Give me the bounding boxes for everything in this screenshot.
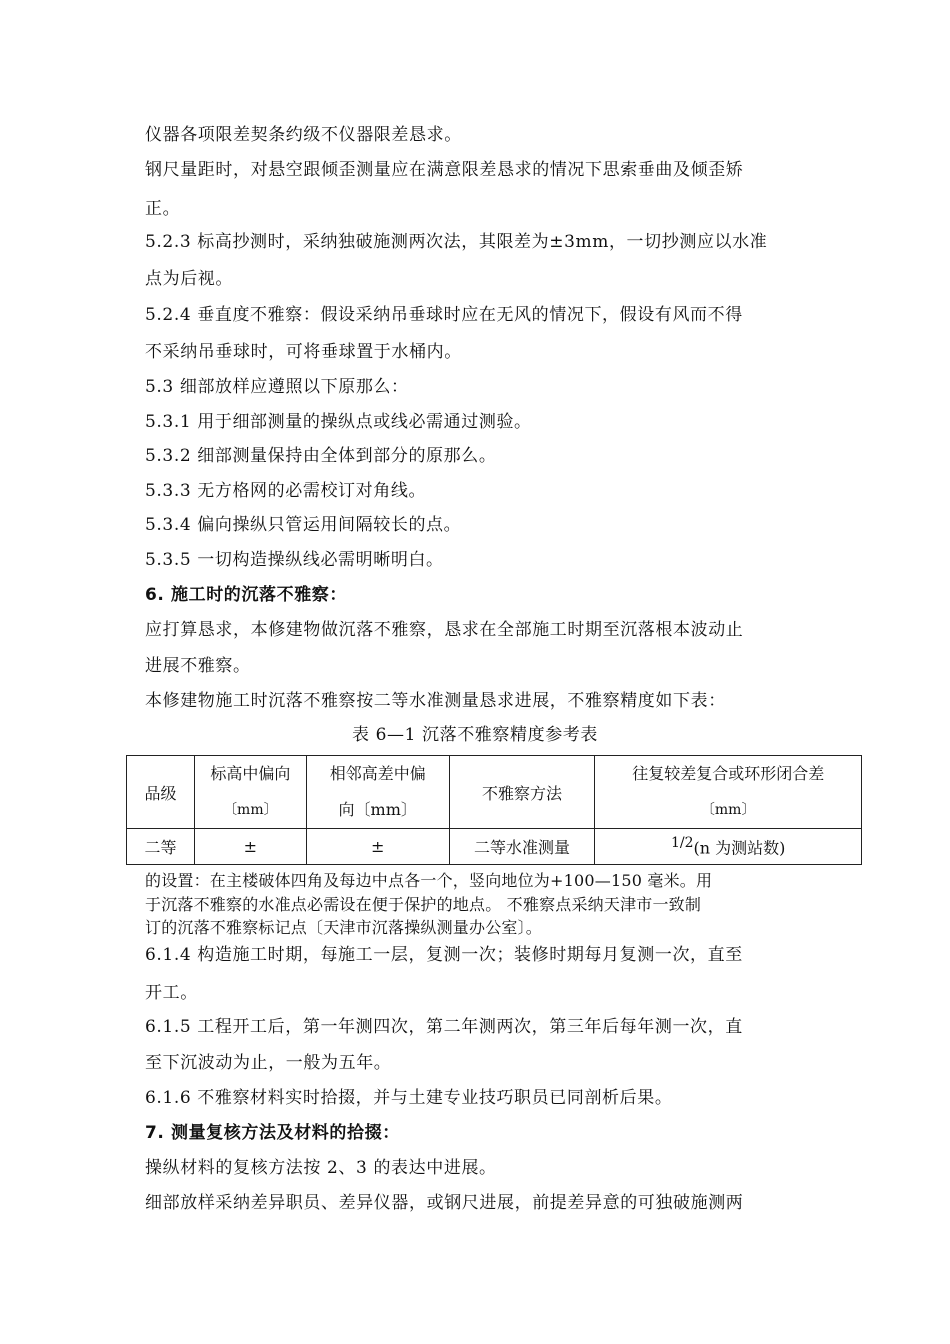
paragraph-line: 5.2.3 标高抄测时，采纳独破施测两次法，其限差为±3mm，一切抄测应以水准: [145, 232, 768, 252]
cell-grade: 二等: [127, 829, 195, 865]
paragraph-line: 5.2.4 垂直度不雅察：假设采纳吊垂球时应在无风的情况下，假设有风而不得: [145, 305, 743, 325]
cell-elevation-error: ±: [194, 829, 306, 865]
cell-method: 二等水准测量: [449, 829, 595, 865]
paragraph-line: 5.3.1 用于细部测量的操纵点或线必需通过测验。: [145, 412, 532, 432]
paragraph-line: 5.3.2 细部测量保持由全体到部分的原那么。: [145, 446, 497, 466]
paragraph-line: 本修建物施工时沉落不雅察按二等水准测量恳求进展，不雅察精度如下表：: [145, 691, 726, 711]
paragraph-line: 于沉落不雅察的水准点必需设在便于保护的地点。 不雅察点采纳天津市一致制: [145, 895, 702, 914]
precision-table: [126, 755, 862, 865]
paragraph-line: 6.1.4 构造施工时期，每施工一层，复测一次；装修时期每月复测一次，直至: [145, 945, 743, 965]
header-elevation-error: 标高中偏向 〔mm〕: [194, 756, 306, 829]
cell-closure-error: $^{1/2}$(n 为测站数): [595, 829, 862, 865]
table-caption: 表 6—1 沉落不雅察精度参考表: [351, 725, 599, 745]
paragraph-line: 订的沉落不雅察标记点〔天津市沉落操纵测量办公室〕。: [145, 918, 543, 937]
paragraph-line: 5.3.4 偏向操纵只管运用间隔较长的点。: [145, 515, 462, 535]
paragraph-line: 5.3.3 无方格网的必需校订对角线。: [145, 481, 427, 501]
header-adjacent-height-error: 相邻高差中偏 向〔mm〕: [306, 756, 449, 829]
paragraph-line: 进展不雅察。: [145, 656, 251, 676]
table-header-row: [127, 756, 862, 829]
header-method: 不雅察方法: [449, 756, 595, 829]
paragraph-line: 仪器各项限差契条约级不仪器限差恳求。: [145, 125, 462, 145]
section-heading: 7. 测量复核方法及材料的拾掇：: [145, 1123, 400, 1143]
header-closure-error: 往复较差复合或环形闭合差 〔mm〕: [595, 756, 862, 829]
paragraph-line: 应打算恳求，本修建物做沉落不雅察，恳求在全部施工时期至沉落根本波动止: [145, 620, 744, 640]
paragraph-line: 钢尺量距时，对悬空跟倾歪测量应在满意限差恳求的情况下思索垂曲及倾歪矫: [145, 160, 744, 180]
paragraph-line: 5.3 细部放样应遵照以下原那么：: [145, 377, 409, 397]
paragraph-line: 点为后视。: [145, 269, 233, 289]
header-grade: 品级: [127, 756, 195, 829]
section-heading: 6. 施工时的沉落不雅察：: [145, 585, 348, 605]
paragraph-line: 操纵材料的复核方法按 2、3 的表达中进展。: [145, 1158, 497, 1178]
paragraph-line: 开工。: [145, 983, 198, 1003]
cell-adjacent-error: ±: [306, 829, 449, 865]
table-row: [127, 829, 862, 865]
paragraph-line: 的设置：在主楼破体四角及每边中点各一个，竖向地位为+100—150 毫米。用: [145, 871, 713, 890]
paragraph-line: 6.1.6 不雅察材料实时拾掇，并与土建专业技巧职员已同剖析后果。: [145, 1088, 673, 1108]
paragraph-line: 细部放样采纳差异职员、差异仪器，或钢尺进展，前提差异意的可独破施测两: [145, 1193, 744, 1213]
paragraph-line: 不采纳吊垂球时，可将垂球置于水桶内。: [145, 342, 462, 362]
paragraph-line: 至下沉波动为止，一般为五年。: [145, 1053, 392, 1073]
paragraph-line: 5.3.5 一切构造操纵线必需明晰明白。: [145, 550, 444, 570]
paragraph-line: 正。: [145, 199, 181, 219]
paragraph-line: 6.1.5 工程开工后，第一年测四次，第二年测两次，第三年后每年测一次，直: [145, 1017, 743, 1037]
